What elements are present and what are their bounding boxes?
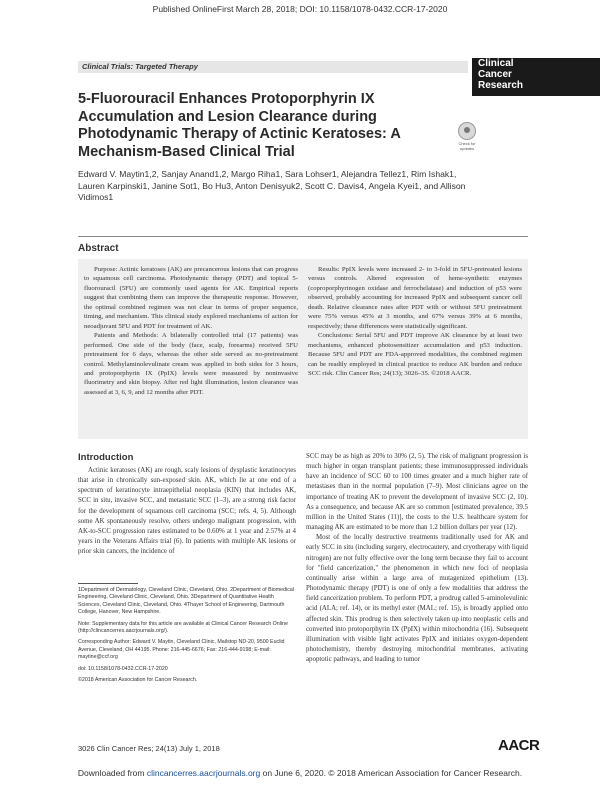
- article-title: 5-Fluorouracil Enhances Protoporphyrin IX Accumulation and Lesion Clearance during Photodynamic Therapy of Actinic Keratoses: A Mechanism-Based Clinical Trial: [78, 91, 401, 160]
- introduction-heading: Introduction: [78, 452, 134, 463]
- page-footer: 3026 Clin Cancer Res; 24(13) July 1, 2018: [78, 744, 220, 753]
- journal-link[interactable]: clincancerres.aacrjournals.org: [146, 768, 261, 778]
- check-for-updates-label: Check for updates: [458, 141, 476, 151]
- abstract-right-column: [308, 265, 522, 378]
- supplementary-note: Note: Supplementary data for this article are available at Clinical Cancer Research Online (http://clincancerres.aacrjournals.org/).: [78, 620, 288, 635]
- doi: doi: 10.1158/1078-0432.CCR-17-2020: [78, 665, 168, 672]
- journal-name-line1: Clinical: [478, 58, 514, 69]
- abstract-heading: Abstract: [78, 243, 119, 254]
- intro-left-column: [78, 466, 296, 557]
- abstract-purpose: Purpose: Actinic keratoses (AK) are precancerous lesions that can progress to squamous cell carcinoma. Photodynamic therapy (PDT) and topical 5-fluorouracil (5FU) are commonly used agents for AK. Empirical reports suggest that combining them can improve the therapeutic response. However, the optimal combined regimen was not clear in terms of proper sequence, timing, and mechanism. This clinical study explored mechanisms of action for neoadjuvant 5FU and PDT for treatment of AK.: [84, 266, 298, 330]
- intro-paragraph: Actinic keratoses (AK) are rough, scaly lesions of dysplastic keratinocytes that arise in chronically sun-exposed skin. AK, which lie at one end of a spectrum of keratinocyte intraepithelial neoplasia (KIN) that includes AK, SCC in situ, invasive SCC, and metastatic SCC (1–3), are a strong risk factor for the development of squamous cell carcinoma (SCC; refs. 4, 5). Although some AK spontaneously resolve, others undergo malignant progression, with AK-to-SCC progression rates estimated to be 0.60% at 1 year and 2.57% at 4 years in the Veterans Affairs trial (6). In patients with multiple AK lesions or prior skin cancers, the incidence of: [78, 467, 296, 556]
- footnote-divider: [78, 583, 138, 584]
- copyright: ©2018 American Association for Cancer Research.: [78, 677, 198, 684]
- affiliations: 1Department of Dermatology, Cleveland Clinic, Cleveland, Ohio. 2Department of Biomedical Engineering, Cleveland Clinic, Cleveland, Ohio. 3Department of Quantitative Health Sciences, Cleveland Clinic, Cleveland, Ohio. 4Thayer School of Engineering, Dartmouth College, Hanover, New Hampshire.: [78, 587, 295, 616]
- divider: [78, 236, 528, 237]
- published-header: Published OnlineFirst March 28, 2018; DOI: 10.1158/1078-0432.CCR-17-2020: [152, 4, 448, 14]
- intro-paragraph: Most of the locally destructive treatments traditionally used for AK and early SCC in situ (including surgery, electrocautery, and cryotherapy with liquid nitrogen) are not fully effective over the long term because they fail to account for "field cancerization," the phenomenon in which new foci of neoplasia continually arise within a large area of mutagenized epithelium (13). Photodynamic therapy (PDT) is one of only a few modalities that address the field cancerization problem. To perform PDT, a prodrug called 5-aminolevulinic acid (ALA; ref. 14), or its methyl ester (MAL; ref. 15), is broadly applied onto affected skin. This prodrug is then selectively taken up into neoplastic cells and converted into protoporphyrin IX (PpIX) within mitochondria (16). Subsequent illumination with visible light activates PpIX and initiates oxygen-dependent photochemistry, thereby destroying mitochondrial membranes, activating apoptotic pathways, and leading to tumor: [306, 534, 528, 664]
- download-suffix: on June 6, 2020. © 2018 American Association for Cancer Research.: [260, 768, 523, 778]
- download-line: [0, 768, 600, 778]
- abstract-results: Results: PpIX levels were increased 2- to 3-fold in 5FU-pretreated lesions versus controls. Altered expression of heme-synthetic enzymes (coproporphyrinogen oxidase and ferrochelatase) and induction of p53 were observed, probably accounting for increased PpIX and subsequent cancer cell death. Relative clearance rates after PDT with or without 5FU pretreatment were 75% versus 45% at 3 months, and 67% versus 39% at 6 months, respectively; these differences were statistically significant.: [308, 266, 522, 330]
- section-label-bar: [78, 61, 468, 73]
- intro-right-column: [306, 452, 528, 665]
- abstract-left-column: [84, 265, 298, 397]
- abstract-methods: Patients and Methods: A bilaterally controlled trial (17 patients) was performed. One side of the body (face, scalp, forearms) received 5FU pretreatment for 6 days, whereas the other side served as no-pretreatment control. Methylaminolevulinate cream was applied to both sides for 3 hours, and protoporphyrin IX (PpIX) levels were measured by noninvasive fluorimetry and skin biopsy. After red light illumination, lesion clearance was assessed at 3, 6, 9, and 12 months after PDT.: [84, 332, 298, 396]
- corresponding-author: Corresponding Author: Edward V. Maytin, Cleveland Clinic, Mailstop ND-20, 9500 Euclid Avenue, Cleveland, OH 44195. Phone: 216-445-6676; Fax: 216-444-9198; E-mail: maytine@ccf.org: [78, 639, 285, 661]
- section-label: Clinical Trials: Targeted Therapy: [82, 62, 198, 71]
- abstract-box: [78, 259, 528, 439]
- intro-paragraph-continued: SCC may be as high as 20% to 30% (2, 5). The risk of malignant progression is much higher in organ transplant patients; these immunosuppressed individuals have an incidence of SCC 60 to 100 times greater and a much higher rate of metastases than in the normal population (7–9). Most clinicians agree on the importance of treating AK to prevent the development of invasive SCC (2, 10). As a consequence, and because AK are so common [estimated prevalence, 39.5 million in the United States (11)], the costs to the U.S. healthcare system for managing AK are estimated to be more than 1.2 billion dollars per year (12).: [306, 453, 528, 532]
- check-for-updates-icon[interactable]: [458, 122, 476, 140]
- aacr-logo: AACR: [498, 737, 540, 754]
- download-prefix: Downloaded from: [77, 768, 147, 778]
- abstract-conclusions: Conclusions: Serial 5FU and PDT improve AK clearance by at least two mechanisms, enhanced photosensitizer accumulation and p53 induction. Because 5FU and PDT are FDA-approved modalities, the combined regimen can be readily employed in clinical practice to reduce AK burden and reduce SCC risk. Clin Cancer Res; 24(13); 3026–35. ©2018 AACR.: [308, 332, 522, 377]
- journal-logo: [472, 58, 600, 96]
- author-list: Edward V. Maytin1,2, Sanjay Anand1,2, Margo Riha1, Sara Lohser1, Alejandra Tellez1, Rim Ishak1, Lauren Karpinski1, Janine Sot1, Bo Hu3, Anton Denisyuk2, Scott C. Davis4, Angela Kyei1, and Allison Vidimos1: [78, 169, 466, 202]
- footnotes: [78, 587, 296, 688]
- journal-name-line2: Cancer: [478, 69, 512, 80]
- journal-name-line3: Research: [478, 80, 524, 91]
